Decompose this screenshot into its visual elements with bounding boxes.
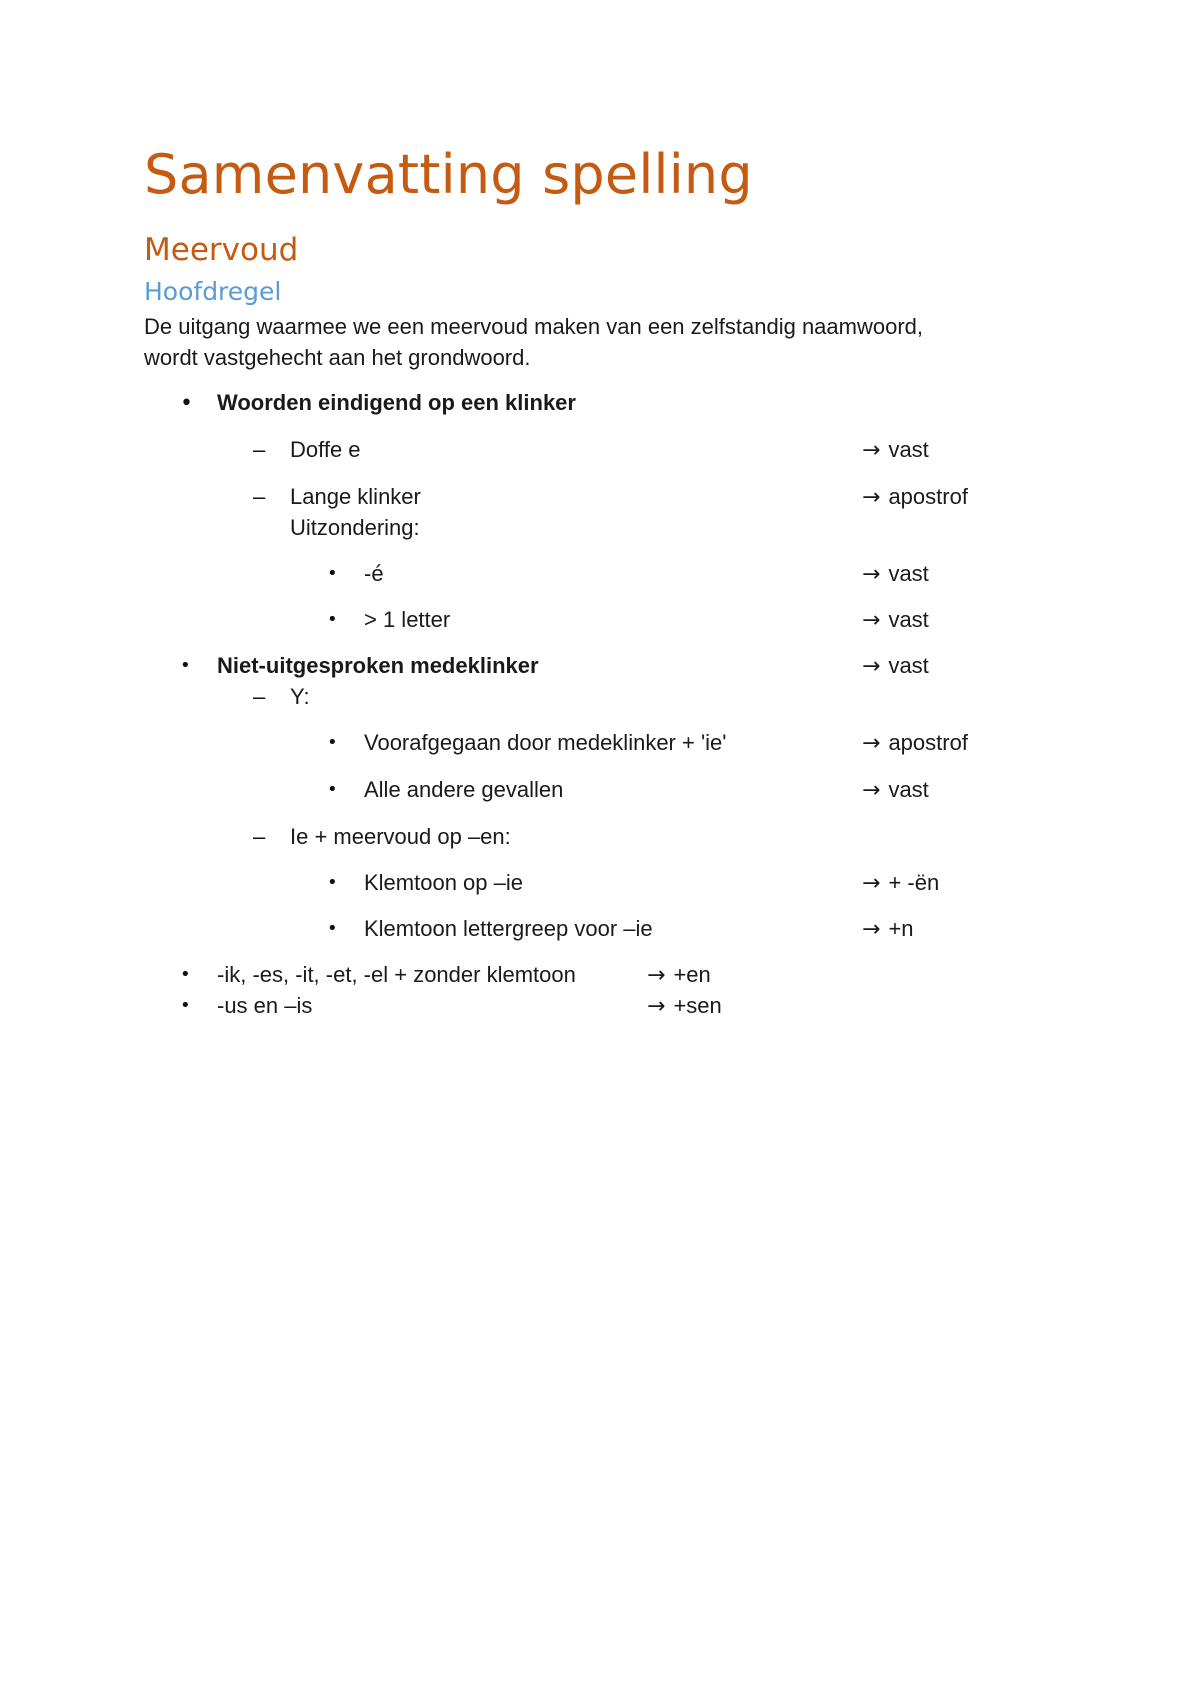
bullet-icon: • — [327, 918, 338, 939]
bullet-icon: • — [180, 655, 191, 676]
arrow-right-icon: → — [862, 731, 881, 756]
page-title: Samenvatting spelling — [144, 143, 753, 206]
rule-us-is-label: -us en –is — [217, 993, 313, 1018]
rule-andere-result: → vast — [862, 777, 929, 803]
rule-medeklinker-label: Niet-uitgesproken medeklinker — [217, 653, 539, 678]
arrow-right-icon: → — [862, 917, 881, 942]
heading-hoofdregel: Hoofdregel — [144, 277, 282, 306]
rule-meer-letters-label: > 1 letter — [364, 607, 451, 632]
arrow-right-icon: → — [862, 654, 881, 679]
rule-us-is-result: → +sen — [647, 993, 722, 1019]
bullet-icon: • — [327, 732, 338, 753]
intro-line-2: wordt vastgehecht aan het grondwoord. — [144, 345, 531, 370]
arrow-right-icon: → — [647, 994, 666, 1019]
rule-lange-klinker-result: → apostrof — [862, 484, 968, 510]
rule-doffe-e-result: → vast — [862, 437, 929, 463]
dash-icon: – — [253, 684, 266, 709]
rule-klemtoon-ie-result: → + -ën — [862, 870, 940, 896]
bullet-icon: • — [327, 563, 338, 584]
bullet-icon: • — [327, 872, 338, 893]
arrow-right-icon: → — [647, 963, 666, 988]
rule-ik-es-result: → +en — [647, 962, 711, 988]
arrow-right-icon: → — [862, 778, 881, 803]
rule-klemtoon-voor-label: Klemtoon lettergreep voor –ie — [364, 916, 653, 941]
rule-e-accent-label: -é — [364, 561, 384, 586]
rule-voorafgegaan-result: → apostrof — [862, 730, 968, 756]
arrow-right-icon: → — [862, 485, 881, 510]
rule-ie-label: Ie + meervoud op –en: — [290, 824, 511, 849]
arrow-right-icon: → — [862, 608, 881, 633]
rule-e-accent-result: → vast — [862, 561, 929, 587]
rule-klemtoon-voor-result: → +n — [862, 916, 914, 942]
rule-meer-letters-result: → vast — [862, 607, 929, 633]
dash-icon: – — [253, 824, 266, 849]
rule-klinker-label: Woorden eindigend op een klinker — [217, 390, 576, 415]
rule-uitzondering-label: Uitzondering: — [290, 515, 420, 540]
bullet-icon: • — [180, 964, 191, 985]
rule-voorafgegaan-label: Voorafgegaan door medeklinker + 'ie' — [364, 730, 727, 755]
bullet-icon: • — [327, 779, 338, 800]
arrow-right-icon: → — [862, 438, 881, 463]
rule-doffe-e-label: Doffe e — [290, 437, 361, 462]
bullet-icon: • — [180, 391, 193, 416]
rule-medeklinker-result: → vast — [862, 653, 929, 679]
bullet-icon: • — [327, 609, 338, 630]
rule-lange-klinker-label: Lange klinker — [290, 484, 421, 509]
dash-icon: – — [253, 437, 266, 462]
heading-meervoud: Meervoud — [144, 232, 299, 268]
bullet-icon: • — [180, 995, 191, 1016]
arrow-right-icon: → — [862, 871, 881, 896]
arrow-right-icon: → — [862, 562, 881, 587]
rule-andere-label: Alle andere gevallen — [364, 777, 564, 802]
rule-klemtoon-ie-label: Klemtoon op –ie — [364, 870, 523, 895]
rule-ik-es-label: -ik, -es, -it, -et, -el + zonder klemtoon — [217, 962, 576, 987]
intro-line-1: De uitgang waarmee we een meervoud maken van een zelfstandig naamwoord, — [144, 314, 924, 339]
dash-icon: – — [253, 484, 266, 509]
rule-y-label: Y: — [290, 684, 310, 709]
